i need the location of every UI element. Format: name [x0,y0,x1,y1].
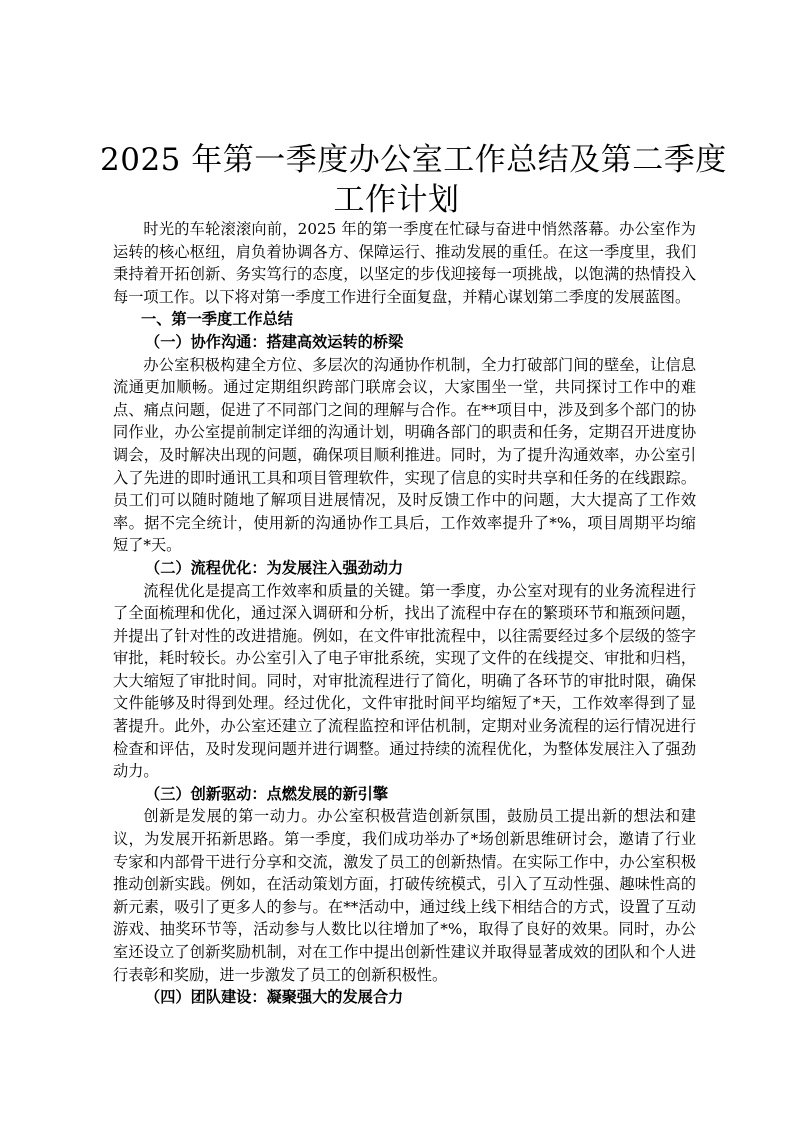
section-heading-1: 一、第一季度工作总结 [141,310,293,329]
subsection-heading-4: （四）团队建设：凝聚强大的发展合力 [145,988,404,1007]
subsection-body-2: 流程优化是提高工作效率和质量的关键。第一季度，办公室对现有的业务流程进行了全面梳理和优化，通过深入调研和分析，找出了流程中存在的繁琐环节和瓶颈问题，并提出了针对性的改进措施。例如，在文件审批流程中，以往需要经过多个层级的签字审批，耗时较长。办公室引入了电子审批系统，实现了文件的在线提交、审批和归档，大大缩短了审批时间。同时，对审批流程进行了简化，明确了各环节的审批时限，确保文件能够及时得到处理。经过优化，文件审批时间平均缩短了*天，工作效率得到了显著提升。此外，办公室还建立了流程监控和评估机制，定期对业务流程的运行情况进行检查和评估，及时发现问题并进行调整。通过持续的流程优化，为整体发展注入了强劲动力。 [113,581,696,781]
subsection-heading-1: （一）协作沟通：搭建高效运转的桥梁 [145,332,404,351]
title-line-1: 2025 年第一季度办公室工作总结及第二季度 [100,142,727,178]
document-body [113,218,696,1009]
intro-paragraph: 时光的车轮滚滚向前，2025 年的第一季度在忙碌与奋进中悄然落幕。办公室作为运转的核心枢纽，肩负着协调各方、保障运行、推动发展的重任。在这一季度里，我们秉持着开拓创新、务实笃行的态度，以坚定的步伐迎接每一项挑战，以饱满的热情投入每一项工作。以下将对第一季度工作进行全面复盘，并精心谋划第二季度的发展蓝图。 [113,220,696,306]
subsection-heading-3: （三）创新驱动：点燃发展的新引擎 [145,784,388,803]
subsection-heading-2: （二）流程优化：为发展注入强劲动力 [145,558,404,577]
title-line-2: 工作计划 [333,182,460,218]
subsection-body-3: 创新是发展的第一动力。办公室积极营造创新氛围，鼓励员工提出新的想法和建议，为发展开拓新思路。第一季度，我们成功举办了*场创新思维研讨会，邀请了行业专家和内部骨干进行分享和交流，激发了员工的创新热情。在实际工作中，办公室积极推动创新实践。例如，在活动策划方面，打破传统模式，引入了互动性强、趣味性高的新元素，吸引了更多人的参与。在**活动中，通过线上线下相结合的方式，设置了互动游戏、抽奖环节等，活动参与人数比以往增加了*%，取得了良好的效果。同时，办公室还设立了创新奖励机制，对在工作中提出创新性建议并取得显著成效的团队和个人进行表彰和奖励，进一步激发了员工的创新积极性。 [113,807,696,984]
document-title [100,140,727,220]
subsection-body-1: 办公室积极构建全方位、多层次的沟通协作机制，全力打破部门间的壁垒，让信息流通更加顺畅。通过定期组织跨部门联席会议，大家围坐一堂，共同探讨工作中的难点、痛点问题，促进了不同部门之间的理解与合作。在**项目中，涉及到多个部门的协同作业，办公室提前制定详细的沟通计划，明确各部门的职责和任务，定期召开进度协调会，及时解决出现的问题，确保项目顺利推进。同时，为了提升沟通效率，办公室引入了先进的即时通讯工具和项目管理软件，实现了信息的实时共享和任务的在线跟踪。员工们可以随时随地了解项目进展情况，及时反馈工作中的问题，大大提高了工作效率。据不完全统计，使用新的沟通协作工具后，工作效率提升了*%，项目周期平均缩短了*天。 [113,355,696,555]
